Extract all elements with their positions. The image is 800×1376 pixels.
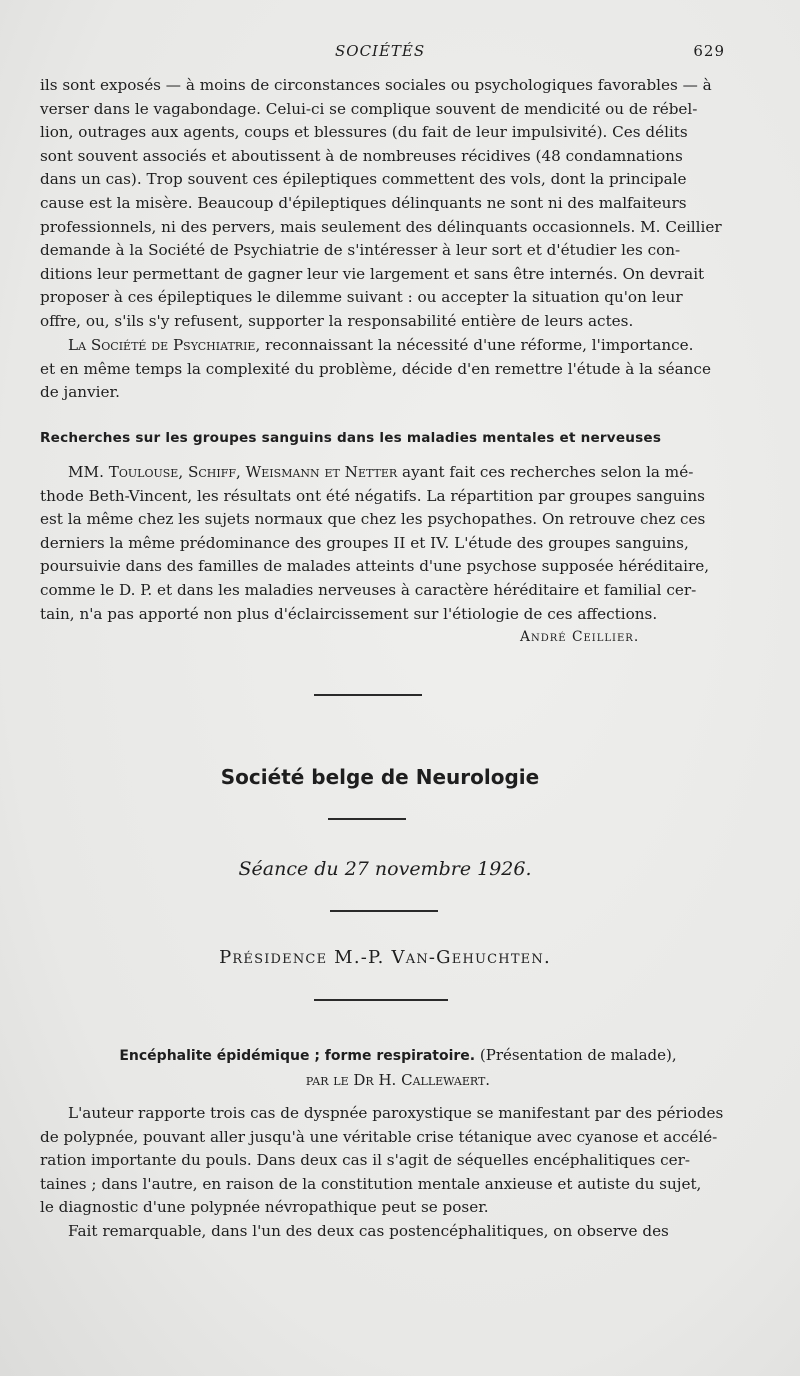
text-line: est la même chez les sujets normaux que chez les psychopathes. On retrouve chez ces: [40, 510, 706, 529]
divider-rule: [330, 910, 438, 912]
text-line: de polypnée, pouvant aller jusqu'à une véritable crise tétanique avec cyanose et accélé-: [40, 1127, 718, 1146]
text-line: [40, 334, 725, 358]
text-line: dans un cas). Trop souvent ces épileptiques commettent des vols, dont la principale: [40, 170, 687, 189]
presidency-line: Présidence M.-P. Van-Gehuchten.: [219, 947, 551, 968]
section-heading: Recherches sur les groupes sanguins dans les maladies mentales et nerveuses: [40, 430, 662, 446]
paper-title-note: (Présentation de malade),: [475, 1046, 677, 1064]
paper-title: [88, 1043, 708, 1092]
text-line: ration importante du pouls. Dans deux cas il s'agit de séquelles encéphalitiques cer-: [40, 1151, 690, 1170]
text-line: de janvier.: [40, 383, 120, 402]
society-name: La Société de Psychiatrie,: [68, 336, 261, 354]
text-line: comme le D. P. et dans les maladies nerveuses à caractère héréditaire et familial cer-: [40, 580, 697, 599]
text-line: cause est la misère. Beaucoup d'épileptiques délinquants ne sont ni des malfaiteurs: [40, 193, 687, 212]
text-line: ditions leur permettant de gagner leur vie largement et sans être internés. On devrait: [40, 264, 705, 283]
text-line: [40, 461, 725, 485]
paper-byline: par le Dr H. Callewaert.: [305, 1071, 491, 1089]
page-number: 629: [693, 42, 725, 60]
decision-paragraph: [40, 334, 725, 405]
text-fragment: reconnaissant la nécessité d'une réforme, l'importance.: [260, 336, 694, 354]
page-header: [40, 42, 725, 64]
author-signature: André Ceillier.: [520, 629, 640, 645]
text-line: verser dans le vagabondage. Celui-ci se complique souvent de mendicité ou de rébel-: [40, 99, 698, 118]
blood-groups-paragraph: [40, 461, 725, 626]
text-line: lion, outrages aux agents, coups et blessures (du fait de leur impulsivité). Ces délits: [40, 123, 688, 142]
divider-rule: [328, 818, 406, 820]
text-line: derniers la même prédominance des groupes II et IV. L'étude des groupes sanguins,: [40, 533, 689, 552]
text-fragment: ayant fait ces recherches selon la mé-: [397, 463, 694, 481]
text-line: taines ; dans l'autre, en raison de la constitution mentale anxieuse et autiste du sujet,: [40, 1174, 702, 1193]
society-title: Société belge de Neurologie: [220, 765, 540, 789]
paper-title-bold: Encéphalite épidémique ; forme respiratoire.: [119, 1048, 476, 1064]
text-line: demande à la Société de Psychiatrie de s'intéresser à leur sort et d'étudier les con-: [40, 241, 681, 260]
paper-title-line: [88, 1043, 708, 1068]
divider-rule: [314, 694, 422, 696]
text-line: proposer à ces épileptiques le dilemme suivant : ou accepter la situation qu'on leur: [40, 288, 683, 307]
text-line: L'auteur rapporte trois cas de dyspnée paroxystique se manifestant par des périodes: [68, 1104, 724, 1122]
text-line: offre, ou, s'ils s'y refusent, supporter la responsabilité entière de leurs actes.: [40, 311, 634, 330]
text-line: poursuivie dans des familles de malades atteints d'une psychose supposée héréditaire,: [40, 557, 710, 576]
text-line: ils sont exposés — à moins de circonstances sociales ou psychologiques favorables — à: [40, 76, 712, 94]
session-date: Séance du 27 novembre 1926.: [238, 858, 532, 880]
text-line: et en même temps la complexité du problème, décide d'en remettre l'étude à la séance: [40, 359, 711, 378]
text-line: Fait remarquable, dans l'un des deux cas postencéphalitiques, on observe des: [68, 1221, 669, 1240]
text-line: thode Beth-Vincent, les résultats ont été négatifs. La répartition par groupes sanguins: [40, 486, 705, 505]
divider-rule: [314, 999, 448, 1001]
authors: MM. Toulouse, Schiff, Weismann et Netter: [68, 463, 398, 481]
text-line: sont souvent associés et aboutissent à de nombreuses récidives (48 condamnations: [40, 146, 683, 165]
text-line: professionnels, ni des pervers, mais seulement des délinquants occasionnels. M. Ceillier: [40, 217, 722, 236]
continuation-paragraph: [40, 74, 725, 334]
paper-abstract: [40, 1102, 725, 1244]
running-head: SOCIÉTÉS: [335, 42, 426, 60]
text-line: tain, n'a pas apporté non plus d'éclaircissement sur l'étiologie de ces affections.: [40, 604, 658, 623]
text-line: le diagnostic d'une polypnée névropathique peut se poser.: [40, 1198, 489, 1217]
